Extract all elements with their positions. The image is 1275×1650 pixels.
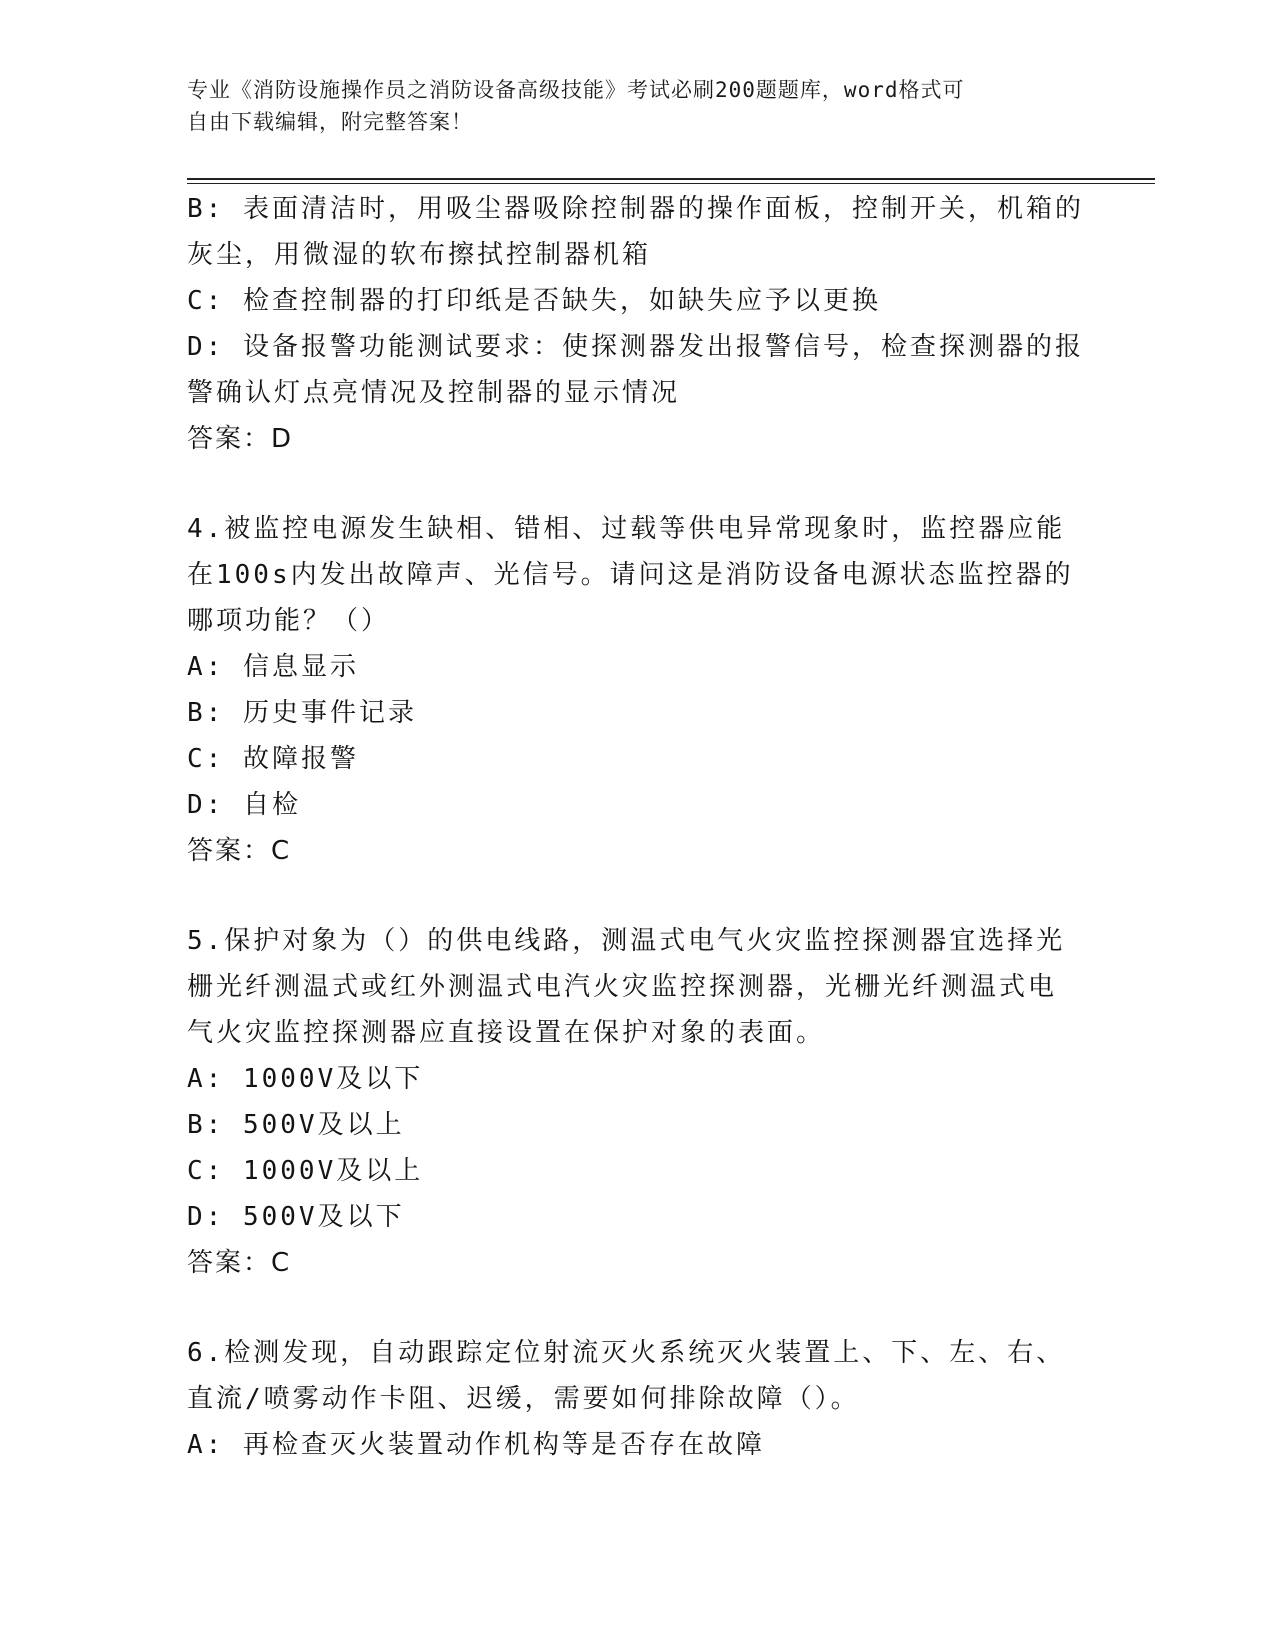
question-3-continued — [187, 186, 1087, 462]
header-divider-thin — [187, 183, 1155, 184]
question-stem-line-1: 5.保护对象为（）的供电线路，测温式电气火灾监控探测器宜选择光 — [187, 926, 1066, 956]
option-c: C: 1000V及以上 — [187, 1156, 424, 1186]
question-stem-line-3: 气火灾监控探测器应直接设置在保护对象的表面。 — [187, 1018, 826, 1048]
option-d-line-1: D: 设备报警功能测试要求：使探测器发出报警信号，检查探测器的报 — [187, 332, 1084, 362]
header-title-line-2: 自由下载编辑，附完整答案！ — [187, 110, 473, 134]
option-c: C: 检查控制器的打印纸是否缺失，如缺失应予以更换 — [187, 286, 881, 316]
question-stem-line-1: 4.被监控电源发生缺相、错相、过载等供电异常现象时，监控器应能 — [187, 514, 1066, 544]
question-6 — [187, 1330, 1087, 1468]
option-b: B: 历史事件记录 — [187, 698, 417, 728]
question-stem-line-3: 哪项功能？（） — [187, 606, 391, 636]
option-b-line-2: 灰尘，用微湿的软布擦拭控制器机箱 — [187, 240, 652, 270]
spacer — [187, 462, 1087, 506]
option-c: C: 故障报警 — [187, 744, 359, 774]
option-b-line-1: B: 表面清洁时，用吸尘器吸除控制器的操作面板，控制开关，机箱的 — [187, 194, 1084, 224]
option-d: D: 自检 — [187, 790, 301, 820]
option-d: D: 500V及以下 — [187, 1202, 405, 1232]
option-d-line-2: 警确认灯点亮情况及控制器的显示情况 — [187, 378, 681, 408]
question-4 — [187, 506, 1087, 874]
spacer — [187, 874, 1087, 918]
option-a: A: 再检查灭火装置动作机构等是否存在故障 — [187, 1430, 765, 1460]
option-a: A: 信息显示 — [187, 652, 359, 682]
document-header — [187, 74, 1087, 138]
header-divider-thick — [187, 178, 1155, 180]
question-stem-line-2: 栅光纤测温式或红外测温式电汽火灾监控探测器，光栅光纤测温式电 — [187, 972, 1058, 1002]
answer-label: 答案：C — [187, 1248, 292, 1278]
question-5 — [187, 918, 1087, 1286]
question-stem-line-1: 6.检测发现，自动跟踪定位射流灭火系统灭火装置上、下、左、右、 — [187, 1338, 1066, 1368]
answer-label: 答案：C — [187, 836, 292, 866]
question-content — [187, 186, 1087, 1468]
spacer — [187, 1286, 1087, 1330]
question-stem-line-2: 直流/喷雾动作卡阻、迟缓，需要如何排除故障（）。 — [187, 1384, 860, 1414]
option-a: A: 1000V及以下 — [187, 1064, 424, 1094]
header-title-line-1: 专业《消防设施操作员之消防设备高级技能》考试必刷200题题库，word格式可 — [187, 78, 965, 102]
answer-label: 答案：D — [187, 424, 294, 454]
question-stem-line-2: 在100s内发出故障声、光信号。请问这是消防设备电源状态监控器的 — [187, 560, 1074, 590]
option-b: B: 500V及以上 — [187, 1110, 405, 1140]
